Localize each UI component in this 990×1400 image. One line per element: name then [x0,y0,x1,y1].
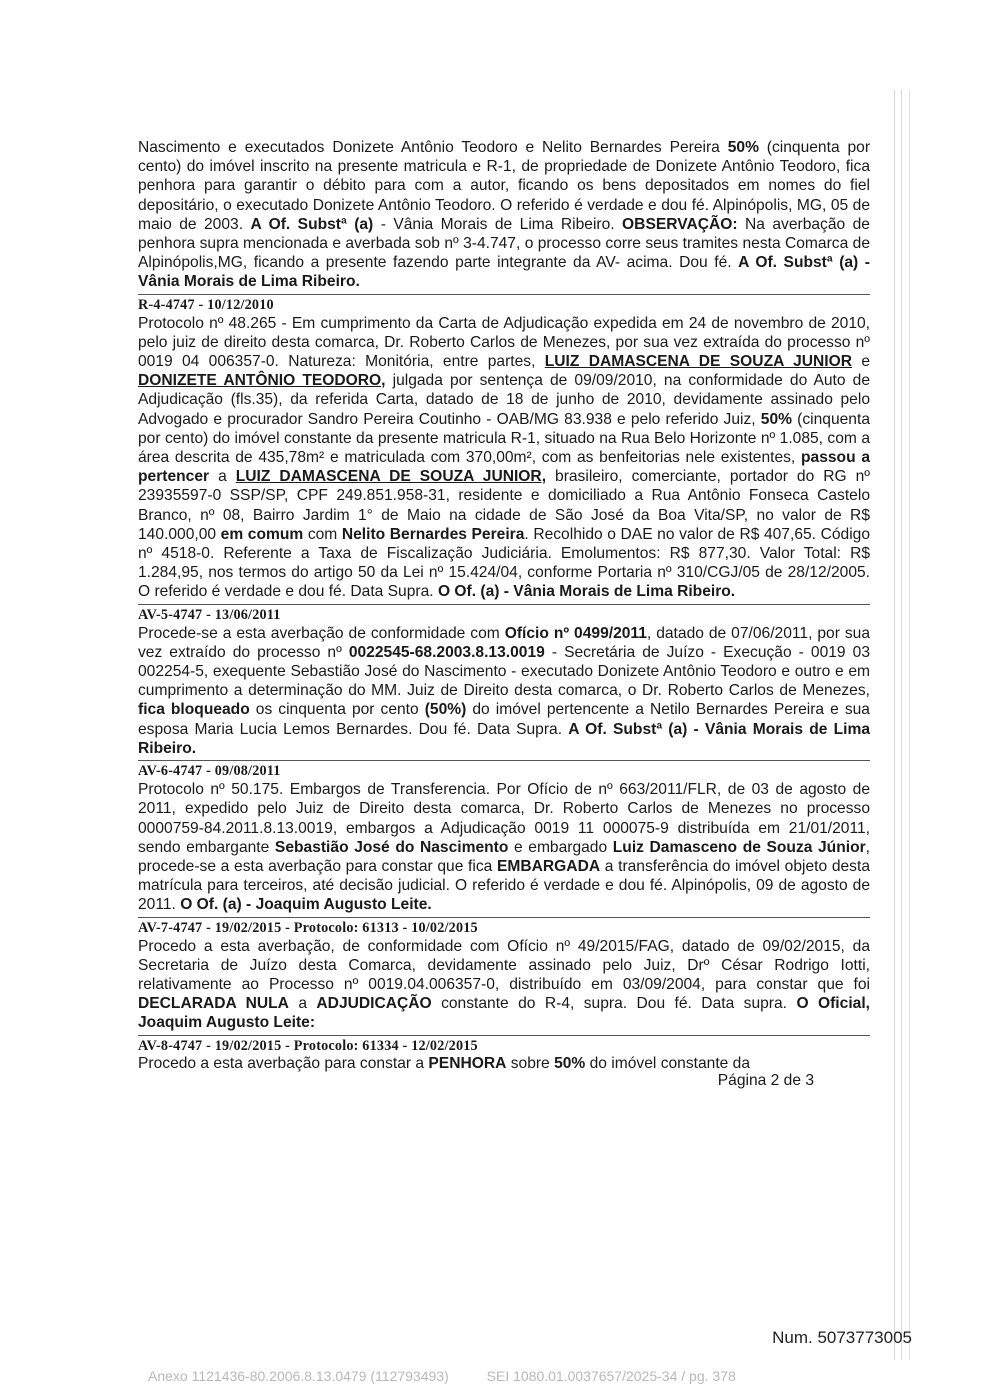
page-number: Página 2 de 3 [717,1071,814,1089]
entry-av8 [138,1035,870,1089]
entry-body: Procedo a esta averbação para constar a PENHORA sobre 50% do imóvel constante da [138,1054,750,1072]
footer-sei: SEI 1080.01.0037657/2025-34 / pg. 378 [486,1368,736,1384]
entry-av7 [138,917,870,1033]
entry-heading: AV-5-4747 - 13/06/2011 [138,606,281,623]
document-number: Num. 5073773005 [772,1328,912,1347]
intro-paragraph: Nascimento e executados Donizete Antônio Teodoro e Nelito Bernardes Pereira 50% (cinquenta por cento) do imóvel inscrito na presente matricula e R-1, de propriedade de Donizete Antônio Teodoro, fica penhora para garantir o débito para com a autor, ficando os bens depositados em nomes do fiel depositário, o executado Donizete Antônio Teodoro. O referido é verdade e dou fé. Alpinópolis, MG, 05 de maio de 2003. A Of. Substª (a) - Vânia Morais de Lima Ribeiro. OBSERVAÇÃO: Na averbação de penhora supra mencionada e averbada sob nº 3-4.747, o processo corre seus tramites nesta Comarca de Alpinópolis,MG, ficando a presente fazendo parte integrante da AV- acima. Dou fé. A Of. Substª (a) - Vânia Morais de Lima Ribeiro. [138,139,871,291]
entry-body: Protocolo nº 48.265 - Em cumprimento da Carta de Adjudicação expedida em 24 de novembro de 2010, pelo juiz de direito desta comarca, Dr. Roberto Carlos de Menezes, por sua vez extraída do processo nº 0019 04 006357-0. Natureza: Monitória, entre partes, LUIZ DAMASCENA DE SOUZA JUNIOR e DONIZETE ANTÔNIO TEODORO, julgada por sentença de 09/09/2010, na conformidade do Auto de Adjudicação (fls.35), da referida Carta, datado de 18 de junho de 2010, devidamente assinado pelo Advogado e procurador Sandro Pereira Coutinho - OAB/MG 83.938 e pelo referido Juiz, 50% (cinquenta por cento) do imóvel constante da presente matricula R-1, situado na Rua Belo Horizonte nº 1.085, com a área descrita de 435,78m² e matriculada com 370,00m², com as benfeitorias nele existentes, passou a pertencer a LUIZ DAMASCENA DE SOUZA JUNIOR, brasileiro, comerciante, portador do RG nº 23935597-0 SSP/SP, CPF 249.851.958-31, residente e domiciliado a Rua Antônio Fonseca Castelo Branco, nº 08, Bairro Jardim 1° de Maio na cidade de São José da Boa Vita/SP, no valor de R$ 140.000,00 em comum com Nelito Bernardes Pereira. Recolhido o DAE no valor de R$ 407,65. Código nº 4518-0. Referente a Taxa de Fiscalização Judiciária. Emolumentos: R$ 877,30. Valor Total: R$ 1.284,95, nos termos do artigo 50 da Lei nº 15.424/04, conforme Portaria nº 310/CGJ/05 de 28/12/2005. O referido é verdade e dou fé. Data Supra. O Of. (a) - Vânia Morais de Lima Ribeiro. [138,314,871,601]
entry-body: Procedo a esta averbação, de conformidade com Ofício nº 49/2015/FAG, datado de 09/02/2015, da Secretaria de Juízo desta Comarca, devidamente assinado pelo Juiz, Drº César Rodrigo Iotti, relativamente ao Processo nº 0019.04.006357-0, distribuído em 03/09/2004, para constar que foi DECLARADA NULA a ADJUDICAÇÃO constante do R-4, supra. Dou fé. Data supra. O Oficial, Joaquim Augusto Leite: [138,937,870,1032]
entry-av6 [138,760,870,914]
entry-av5 [138,604,870,758]
entry-body: Protocolo nº 50.175. Embargos de Transferencia. Por Ofício de nº 663/2011/FLR, de 03 de agosto de 2011, expedido pelo Juiz de Direito desta comarca, Dr. Roberto Carlos de Menezes no processo 0000759-84.2011.8.13.0019, embargos a Adjudicação 0019 11 000075-9 distribuída em 21/01/2011, sendo embargante Sebastião José do Nascimento e embargado Luiz Damasceno de Souza Júnior, procede-se a esta averbação para constar que fica EMBARGADA a transferência do imóvel objeto desta matrícula para terceiros, até decisão judicial. O referido é verdade e dou fé. Alpinópolis, 09 de agosto de 2011. O Of. (a) - Joaquim Augusto Leite. [138,781,871,914]
scan-edge-line [909,90,910,1360]
document-page [138,138,870,1089]
scan-edge [894,90,902,1360]
footer-anexo: Anexo 1121436-80.2006.8.13.0479 (112793493) [148,1368,449,1384]
entry-heading: AV-7-4747 - 19/02/2015 - Protocolo: 61313 - 10/02/2015 [138,919,478,936]
entry-heading: AV-6-4747 - 09/08/2011 [138,763,281,780]
entry-body: Procede-se a esta averbação de conformidade com Ofício nº 0499/2011, datado de 07/06/2011, por sua vez extraído do processo nº 0022545-68.2003.8.13.0019 - Secretária de Juízo - Execução - 0019 03 002254-5, exequente Sebastião José do Nascimento - executado Donizete Antônio Teodoro e outro e em cumprimento a determinação do MM. Juiz de Direito desta comarca, o Dr. Roberto Carlos de Menezes, fica bloqueado os cinquenta por cento (50%) do imóvel pertencente a Netilo Bernardes Pereira e sua esposa Maria Lucia Lemos Bernardes. Dou fé. Data Supra. A Of. Substª (a) - Vânia Morais de Lima Ribeiro. [138,624,870,757]
entry-r4 [138,294,870,602]
entry-heading: AV-8-4747 - 19/02/2015 - Protocolo: 61334 - 12/02/2015 [138,1037,478,1054]
footer-watermark [148,1368,770,1384]
entry-heading: R-4-4747 - 10/12/2010 [138,296,274,313]
